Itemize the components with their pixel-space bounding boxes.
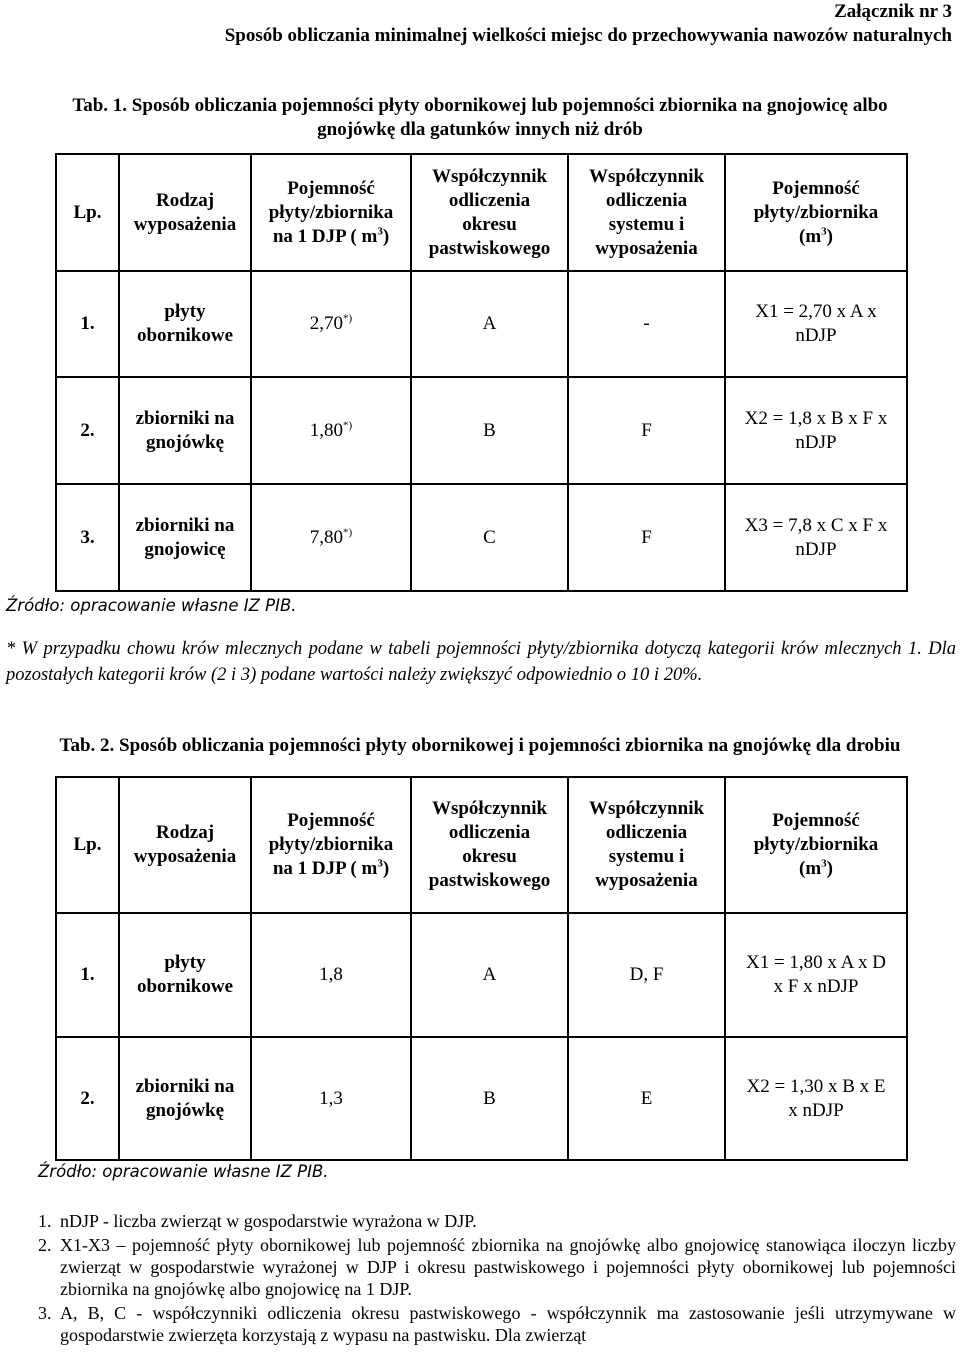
table-row	[56, 377, 907, 484]
row-okres: A	[411, 271, 568, 377]
row-rodzaj: zbiorniki na gnojówkę	[119, 377, 251, 484]
row-pojemnosc-djp: 2,70*)	[251, 271, 411, 377]
header-rodzaj: Rodzaj wyposażenia	[119, 777, 251, 913]
row-rodzaj: zbiorniki na gnojówkę	[119, 1037, 251, 1160]
header-wsp-systemu: Współczynnik odliczenia systemu i wyposażenia	[568, 777, 725, 913]
table2-header-row	[56, 777, 907, 913]
row-okres: A	[411, 913, 568, 1037]
table1	[55, 153, 908, 592]
header-pojemnosc-djp: Pojemność płyty/zbiornika na 1 DJP ( $m^3$)	[251, 154, 411, 271]
header-pojemnosc: Pojemność płyty/zbiornika $(m^3)$	[725, 154, 907, 271]
row-lp: 1.	[56, 913, 119, 1037]
row-wynik: X1 = 2,70 x A x nDJP	[725, 271, 907, 377]
row-okres: B	[411, 1037, 568, 1160]
footnote: * W przypadku chowu krów mlecznych podane w tabeli pojemności płyty/zbiornika dotyczą kategorii krów mlecznych 1. Dla pozostałych kategorii krów (2 i 3) podane wartości należy zwiększyć odpowiednio o 10 i 20%.	[6, 639, 956, 685]
row-wynik: X2 = 1,8 x B x F x nDJP	[725, 377, 907, 484]
header-wsp-okresu: Współczynnik odliczenia okresu pastwiskowego	[411, 154, 568, 271]
table2	[55, 776, 908, 1161]
row-rodzaj: płyty obornikowe	[119, 271, 251, 377]
row-pojemnosc-djp: 7,80*)	[251, 484, 411, 591]
row-rodzaj: zbiorniki na gnojowicę	[119, 484, 251, 591]
row-wynik: X1 = 1,80 x A x D x F x nDJP	[725, 913, 907, 1037]
header-wsp-systemu: Współczynnik odliczenia systemu i wyposażenia	[568, 154, 725, 271]
header-rodzaj: Rodzaj wyposażenia	[119, 154, 251, 271]
list-item: 2. X1-X3 – pojemność płyty obornikowej lub pojemność zbiornika na gnojówkę albo gnojowicę stanowiąca iloczyn liczby zwierząt w gospodarstwie wyrażonej w DJP i okresu pastwiskowego i pojemności płyty obornikowej lub pojemności zbiornika na gnojówkę albo gnojowicę na 1 DJP.	[38, 1235, 956, 1299]
table1-header-row	[56, 154, 907, 271]
row-lp: 1.	[56, 271, 119, 377]
explanations-list	[38, 1210, 956, 1348]
header-wsp-okresu: Współczynnik odliczenia okresu pastwiskowego	[411, 777, 568, 913]
row-lp: 2.	[56, 1037, 119, 1160]
row-pojemnosc-djp: 1,80*)	[251, 377, 411, 484]
row-system: E	[568, 1037, 725, 1160]
table-row	[56, 271, 907, 377]
annex-label: Załącznik nr 3	[834, 1, 952, 22]
header-pojemnosc-djp: Pojemność płyty/zbiornika na 1 DJP ( $m^3$)	[251, 777, 411, 913]
row-wynik: X3 = 7,8 x C x F x nDJP	[725, 484, 907, 591]
table2-caption: Tab. 2. Sposób obliczania pojemności płyty obornikowej i pojemności zbiornika na gnojówkę dla drobiu	[59, 735, 901, 756]
row-pojemnosc-djp: 1,8	[251, 913, 411, 1037]
row-system: F	[568, 377, 725, 484]
row-okres: C	[411, 484, 568, 591]
row-rodzaj: płyty obornikowe	[119, 913, 251, 1037]
document-header	[225, 0, 952, 48]
document-title: Sposób obliczania minimalnej wielkości miejsc do przechowywania nawozów naturalnych	[224, 25, 952, 46]
row-lp: 2.	[56, 377, 119, 484]
header-lp: Lp.	[56, 154, 119, 271]
row-lp: 3.	[56, 484, 119, 591]
table-row	[56, 913, 907, 1037]
table1-source: Źródło: opracowanie własne IZ PIB.	[6, 596, 297, 615]
header-pojemnosc: Pojemność płyty/zbiornika $(m^3)$	[725, 777, 907, 913]
row-wynik: X2 = 1,30 x B x E x nDJP	[725, 1037, 907, 1160]
table1-caption: Tab. 1. Sposób obliczania pojemności płyty obornikowej lub pojemności zbiornika na gnojowicę albo gnojówkę dla gatunków innych niż drób	[72, 95, 888, 140]
table2-source: Źródło: opracowanie własne IZ PIB.	[38, 1162, 329, 1181]
header-lp: Lp.	[56, 777, 119, 913]
row-system: F	[568, 484, 725, 591]
row-system: -	[568, 271, 725, 377]
row-okres: B	[411, 377, 568, 484]
list-item: 3. A, B, C - współczynniki odliczenia okresu pastwiskowego - współczynnik ma zastosowanie jeśli utrzymywane w gospodarstwie zwierzęta korzystają z wypasu na pastwisku. Dla zwierząt	[38, 1303, 956, 1345]
row-pojemnosc-djp: 1,3	[251, 1037, 411, 1160]
list-item: 1. nDJP - liczba zwierząt w gospodarstwie wyrażona w DJP.	[38, 1211, 477, 1231]
table-row	[56, 484, 907, 591]
row-system: D, F	[568, 913, 725, 1037]
table-row	[56, 1037, 907, 1160]
